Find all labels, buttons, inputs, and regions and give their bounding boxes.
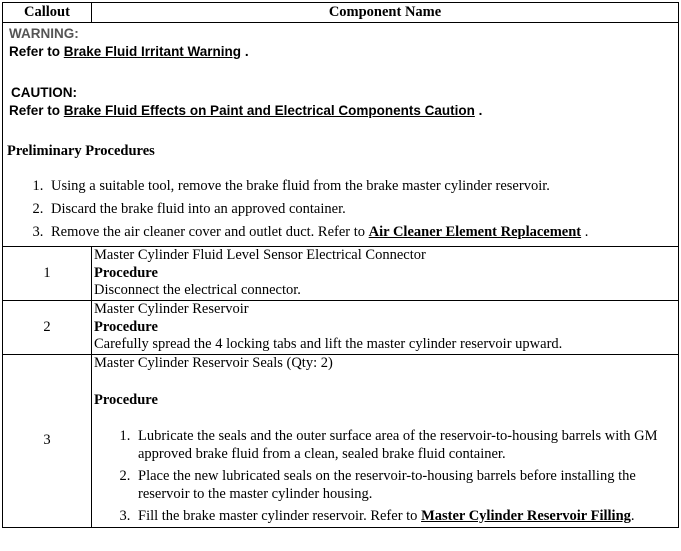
procedure-label: Procedure (94, 318, 158, 335)
header-component-name: Component Name (92, 3, 679, 23)
table-row (3, 247, 679, 301)
table-row (3, 301, 679, 355)
air-cleaner-element-replacement-link[interactable]: Air Cleaner Element Replacement (368, 224, 582, 240)
preliminary-step-3-text: Remove the air cleaner cover and outlet duct. Refer to (51, 224, 366, 240)
table-header-row (3, 3, 679, 23)
callout-number: 2 (3, 301, 92, 355)
brake-fluid-effects-caution-link[interactable]: Brake Fluid Effects on Paint and Electrical Components Caution (63, 103, 475, 118)
header-callout: Callout (3, 3, 92, 23)
preliminary-step: 1. Using a suitable tool, remove the brake fluid from the brake master cylinder reservoir. (47, 177, 678, 195)
procedure-label: Procedure (94, 391, 158, 408)
preliminary-steps-list (5, 177, 678, 241)
component-cell (92, 301, 679, 355)
caution-label: CAUTION: (11, 85, 77, 100)
caution-note (9, 103, 678, 119)
component-name: Master Cylinder Reservoir Seals (Qty: 2) (94, 355, 333, 371)
preliminary-procedures-title: Preliminary Procedures (7, 143, 155, 159)
table-row (3, 355, 679, 528)
preliminary-step: 2. Discard the brake fluid into an approved container. (47, 200, 678, 218)
brake-fluid-irritant-warning-link[interactable]: Brake Fluid Irritant Warning (63, 44, 242, 59)
procedure-step: 1. Lubricate the seals and the outer surface area of the reservoir-to-housing barrels with GM approved brake fluid from a clean, sealed brake fluid container. (134, 427, 678, 463)
procedure-step (134, 507, 678, 525)
warning-suffix: . (241, 44, 249, 59)
warning-prefix: Refer to (9, 44, 61, 59)
callout-number: 1 (3, 247, 92, 301)
procedure-step: 2. Place the new lubricated seals on the reservoir-to-housing barrels before installing the reservoir to the master cylinder housing. (134, 467, 678, 503)
component-cell (92, 247, 679, 301)
preliminary-step-3-suffix: . (581, 224, 589, 240)
procedure-text: Carefully spread the 4 locking tabs and lift the master cylinder reservoir upward. (94, 336, 563, 352)
procedure-step-3-suffix: . (630, 507, 635, 524)
procedure-steps-list (94, 427, 678, 525)
procedure-step-3-text: Fill the brake master cylinder reservoir. Refer to (138, 507, 418, 524)
warning-note (9, 44, 678, 60)
warning-label: WARNING: (9, 26, 79, 41)
component-table (2, 2, 679, 528)
preliminary-step (47, 223, 678, 241)
caution-suffix: . (474, 103, 483, 118)
component-name: Master Cylinder Reservoir (94, 301, 249, 317)
notes-row (3, 23, 679, 247)
component-cell (92, 355, 679, 528)
master-cylinder-reservoir-filling-link[interactable]: Master Cylinder Reservoir Filling (421, 507, 631, 524)
callout-number: 3 (3, 355, 92, 528)
caution-prefix: Refer to (9, 103, 61, 118)
procedure-text: Disconnect the electrical connector. (94, 282, 301, 298)
procedure-label: Procedure (94, 264, 158, 281)
component-name: Master Cylinder Fluid Level Sensor Electrical Connector (94, 247, 426, 263)
notes-cell (3, 23, 679, 247)
